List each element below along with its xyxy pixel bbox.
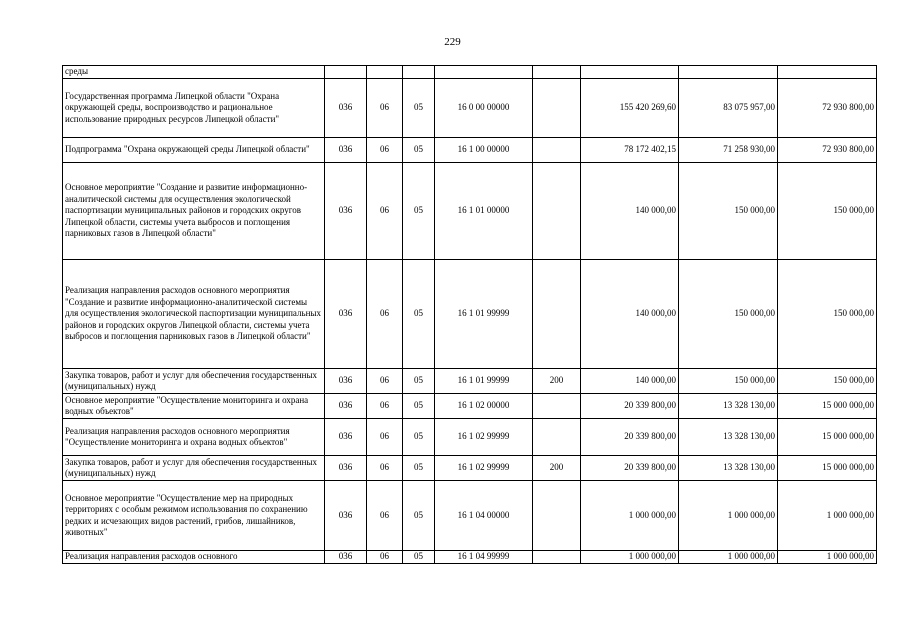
section-code: 06 bbox=[367, 481, 403, 551]
amount-year-2 bbox=[679, 66, 778, 79]
subsection-code: 05 bbox=[403, 138, 435, 163]
amount-year-1: 20 339 800,00 bbox=[581, 419, 679, 456]
admin-code: 036 bbox=[325, 481, 367, 551]
target-article: 16 1 04 00000 bbox=[435, 481, 533, 551]
expense-type: 200 bbox=[533, 456, 581, 481]
amount-year-3: 15 000 000,00 bbox=[778, 394, 877, 419]
amount-year-3: 150 000,00 bbox=[778, 163, 877, 260]
subsection-code: 05 bbox=[403, 481, 435, 551]
amount-year-1: 140 000,00 bbox=[581, 163, 679, 260]
table-row bbox=[63, 551, 877, 564]
item-name: Реализация направления расходов основного bbox=[63, 551, 325, 564]
subsection-code: 05 bbox=[403, 163, 435, 260]
subsection-code: 05 bbox=[403, 419, 435, 456]
amount-year-3: 150 000,00 bbox=[778, 260, 877, 369]
budget-table bbox=[62, 65, 877, 564]
section-code: 06 bbox=[367, 260, 403, 369]
admin-code: 036 bbox=[325, 260, 367, 369]
amount-year-1: 20 339 800,00 bbox=[581, 456, 679, 481]
amount-year-1: 20 339 800,00 bbox=[581, 394, 679, 419]
expense-type bbox=[533, 394, 581, 419]
target-article: 16 1 02 99999 bbox=[435, 419, 533, 456]
table-row bbox=[63, 481, 877, 551]
amount-year-2: 13 328 130,00 bbox=[679, 394, 778, 419]
section-code: 06 bbox=[367, 456, 403, 481]
admin-code: 036 bbox=[325, 138, 367, 163]
amount-year-2: 150 000,00 bbox=[679, 369, 778, 394]
item-name: среды bbox=[63, 66, 325, 79]
expense-type bbox=[533, 260, 581, 369]
item-name: Закупка товаров, работ и услуг для обеспечения государственных (муниципальных) нужд bbox=[63, 456, 325, 481]
section-code: 06 bbox=[367, 394, 403, 419]
amount-year-1: 1 000 000,00 bbox=[581, 481, 679, 551]
expense-type bbox=[533, 419, 581, 456]
table-row bbox=[63, 260, 877, 369]
amount-year-2: 13 328 130,00 bbox=[679, 419, 778, 456]
amount-year-1: 140 000,00 bbox=[581, 260, 679, 369]
amount-year-2: 150 000,00 bbox=[679, 163, 778, 260]
admin-code: 036 bbox=[325, 163, 367, 260]
amount-year-3: 15 000 000,00 bbox=[778, 456, 877, 481]
section-code: 06 bbox=[367, 138, 403, 163]
amount-year-3: 15 000 000,00 bbox=[778, 419, 877, 456]
admin-code: 036 bbox=[325, 79, 367, 138]
expense-type bbox=[533, 79, 581, 138]
table-row bbox=[63, 456, 877, 481]
item-name: Основное мероприятие "Осуществление мониторинга и охрана водных объектов" bbox=[63, 394, 325, 419]
item-name: Реализация направления расходов основного мероприятия "Создание и развитие информационно-аналитической системы для осуществления экологической паспортизации муниципальных районов и городских округов Липецкой области, системы учета выбросов и поглощения парниковых газов в Липецкой области" bbox=[63, 260, 325, 369]
target-article: 16 1 01 99999 bbox=[435, 260, 533, 369]
amount-year-1: 140 000,00 bbox=[581, 369, 679, 394]
admin-code: 036 bbox=[325, 551, 367, 564]
item-name: Государственная программа Липецкой области "Охрана окружающей среды, воспроизводство и рациональное использование природных ресурсов Липецкой области" bbox=[63, 79, 325, 138]
section-code: 06 bbox=[367, 369, 403, 394]
amount-year-1: 78 172 402,15 bbox=[581, 138, 679, 163]
admin-code: 036 bbox=[325, 419, 367, 456]
section-code: 06 bbox=[367, 551, 403, 564]
amount-year-2: 1 000 000,00 bbox=[679, 551, 778, 564]
table-row bbox=[63, 369, 877, 394]
amount-year-3: 1 000 000,00 bbox=[778, 551, 877, 564]
section-code: 06 bbox=[367, 79, 403, 138]
subsection-code bbox=[403, 66, 435, 79]
section-code: 06 bbox=[367, 419, 403, 456]
subsection-code: 05 bbox=[403, 456, 435, 481]
target-article: 16 1 01 99999 bbox=[435, 369, 533, 394]
amount-year-1: 1 000 000,00 bbox=[581, 551, 679, 564]
expense-type bbox=[533, 481, 581, 551]
admin-code: 036 bbox=[325, 369, 367, 394]
item-name: Основное мероприятие "Создание и развитие информационно-аналитической системы для осуществления экологической паспортизации муниципальных районов и городских округов Липецкой области, системы учета выбросов и поглощения парниковых газов в Липецкой области" bbox=[63, 163, 325, 260]
subsection-code: 05 bbox=[403, 369, 435, 394]
admin-code: 036 bbox=[325, 456, 367, 481]
expense-type bbox=[533, 66, 581, 79]
target-article: 16 1 02 99999 bbox=[435, 456, 533, 481]
expense-type bbox=[533, 138, 581, 163]
amount-year-3 bbox=[778, 66, 877, 79]
subsection-code: 05 bbox=[403, 551, 435, 564]
item-name: Реализация направления расходов основного мероприятия "Осуществление мониторинга и охрана водных объектов" bbox=[63, 419, 325, 456]
expense-type: 200 bbox=[533, 369, 581, 394]
amount-year-1: 155 420 269,60 bbox=[581, 79, 679, 138]
amount-year-2: 150 000,00 bbox=[679, 260, 778, 369]
expense-type bbox=[533, 551, 581, 564]
target-article: 16 1 02 00000 bbox=[435, 394, 533, 419]
subsection-code: 05 bbox=[403, 79, 435, 138]
target-article: 16 0 00 00000 bbox=[435, 79, 533, 138]
amount-year-2: 13 328 130,00 bbox=[679, 456, 778, 481]
target-article: 16 1 01 00000 bbox=[435, 163, 533, 260]
amount-year-3: 72 930 800,00 bbox=[778, 138, 877, 163]
table-row bbox=[63, 79, 877, 138]
subsection-code: 05 bbox=[403, 394, 435, 419]
admin-code bbox=[325, 66, 367, 79]
section-code: 06 bbox=[367, 163, 403, 260]
table-row bbox=[63, 163, 877, 260]
amount-year-1 bbox=[581, 66, 679, 79]
amount-year-3: 1 000 000,00 bbox=[778, 481, 877, 551]
subsection-code: 05 bbox=[403, 260, 435, 369]
amount-year-2: 1 000 000,00 bbox=[679, 481, 778, 551]
table-row bbox=[63, 419, 877, 456]
item-name: Основное мероприятие "Осуществление мер на природных территориях с особым режимом использования по сохранению редких и исчезающих видов растений, грибов, лишайников, животных" bbox=[63, 481, 325, 551]
expense-type bbox=[533, 163, 581, 260]
amount-year-3: 72 930 800,00 bbox=[778, 79, 877, 138]
amount-year-3: 150 000,00 bbox=[778, 369, 877, 394]
target-article: 16 1 00 00000 bbox=[435, 138, 533, 163]
table-row bbox=[63, 394, 877, 419]
table-row bbox=[63, 66, 877, 79]
amount-year-2: 71 258 930,00 bbox=[679, 138, 778, 163]
amount-year-2: 83 075 957,00 bbox=[679, 79, 778, 138]
target-article: 16 1 04 99999 bbox=[435, 551, 533, 564]
item-name: Закупка товаров, работ и услуг для обеспечения государственных (муниципальных) нужд bbox=[63, 369, 325, 394]
target-article bbox=[435, 66, 533, 79]
page-number: 229 bbox=[444, 36, 461, 48]
table-row bbox=[63, 138, 877, 163]
admin-code: 036 bbox=[325, 394, 367, 419]
section-code bbox=[367, 66, 403, 79]
item-name: Подпрограмма "Охрана окружающей среды Липецкой области" bbox=[63, 138, 325, 163]
